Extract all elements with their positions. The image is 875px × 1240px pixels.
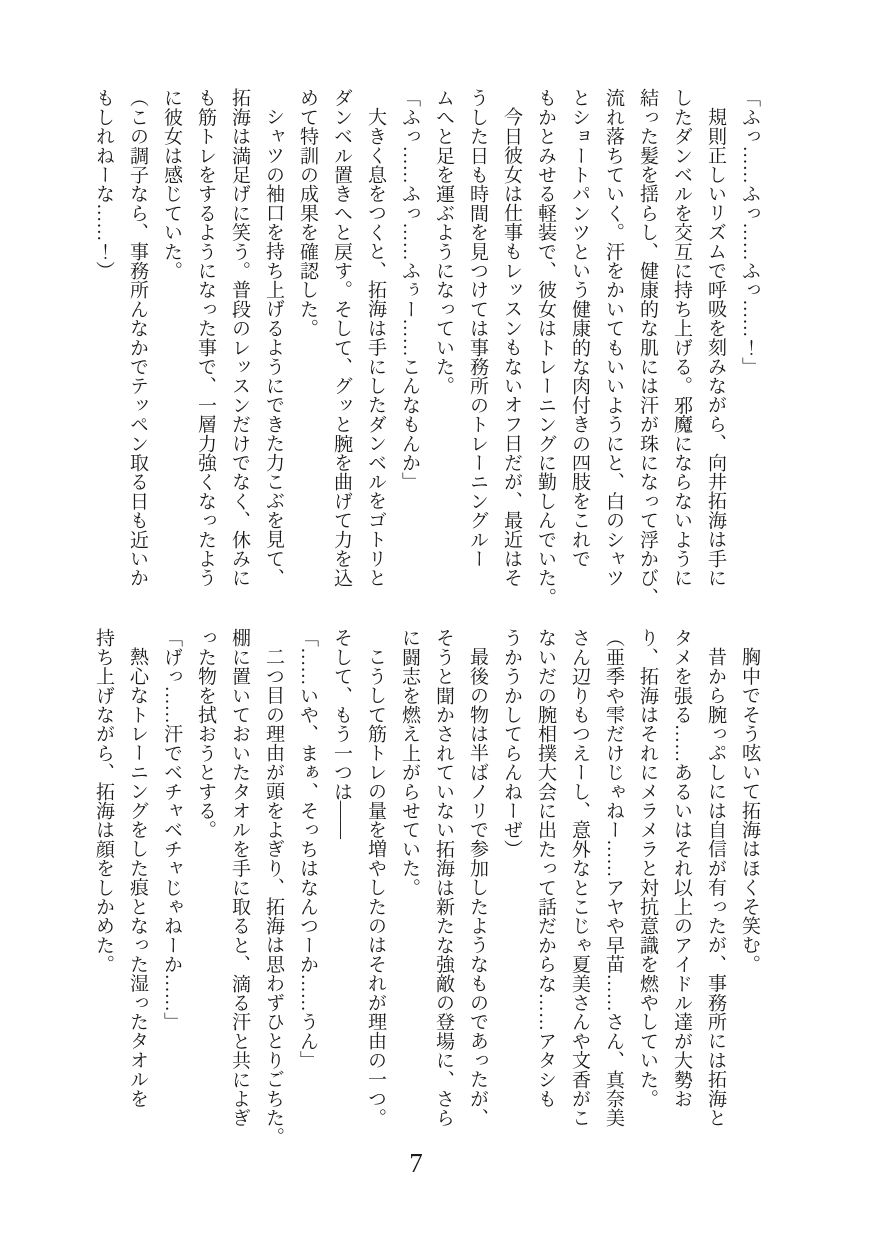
text-line: さん辺りもつえーし、意外なとこじゃ夏美さんや文香がこ [569, 628, 590, 1128]
text-line: ダンベル置きへと戻す。そして、グッと腕を曲げて力を込 [331, 88, 352, 588]
text-line: 胸中でそう呟いて拓海はほくそ笑む。 [739, 647, 760, 974]
text-line: 昔から腕っぷしには自信が有ったが、事務所には拓海と [705, 647, 726, 1127]
text-line: もかとみせる軽装で、彼女はトレーニングに勤しんでいた。 [535, 88, 556, 607]
text-line: したダンベルを交互に持ち上げる。邪魔にならないように [671, 88, 692, 588]
text-line: 熱心なトレーニングをした痕となった湿ったタオルを [127, 647, 148, 1108]
text-line: 拓海は満足げに笑う。普段のレッスンだけでなく、休みに [229, 88, 250, 588]
text-line: （この調子なら、事務所んなかでテッペン取る日も近いか [127, 88, 148, 588]
text-line: に闘志を燃え上がらせていた。 [399, 628, 420, 897]
text-line: も筋トレをするようになった事で、一層力強くなったよう [195, 88, 216, 588]
text-line: タメを張る……あるいはそれ以上のアイドル達が大勢お [671, 628, 692, 1108]
text-line: 結った髪を揺らし、健康的な肌には汗が珠になって浮かび、 [637, 88, 658, 607]
text-line: 「……いや、まぁ、そっちはなんつーか……うん」 [297, 628, 318, 1070]
text-line: もしれねーな……！） [93, 88, 114, 280]
text-line: シャツの袖口を持ち上げるようにできた力こぶを見て、 [263, 107, 284, 587]
text-line: こうして筋トレの量を増やしたのはそれが理由の一つ。 [365, 647, 386, 1127]
text-line: 「ふっ……ふっ……ふぅー……こんなもんか」 [399, 88, 420, 492]
text-line: 大きく息をつくと、拓海は手にしたダンベルをゴトリと [365, 107, 386, 587]
upper-text-block [86, 88, 766, 607]
text-line: 今日彼女は仕事もレッスンもないオフ日だが、最近はそ [501, 107, 522, 587]
text-line: 棚に置いておいたタオルを手に取ると、滴る汗と共によぎ [229, 628, 250, 1128]
text-line: 「ふっ……ふっ……ふっ……！」 [739, 88, 760, 376]
text-line: うした日も時間を見つけては事務所のトレーニングルー [467, 88, 488, 568]
lower-text-block [86, 628, 766, 1147]
text-line: に彼女は感じていた。 [161, 88, 182, 280]
text-line: めて特訓の成果を確認した。 [297, 88, 318, 338]
text-line: 最後の物は半ばノリで参加したようなものであったが、 [467, 647, 488, 1127]
text-line: ないだの腕相撲大会に出たって話だからな……アタシも [535, 628, 556, 1108]
text-line: 規則正しいリズムで呼吸を刻みながら、向井拓海は手に [705, 107, 726, 587]
page-number: 7 [409, 1148, 423, 1178]
text-line: り、拓海はそれにメラメラと対抗意識を燃やしていた。 [637, 628, 658, 1108]
text-line: 流れ落ちていく。汗をかいてもいいようにと、白のシャツ [603, 88, 624, 588]
text-line: 「げっ……汗でベチャベチャじゃねーか……」 [161, 628, 182, 1032]
text-line: とショートパンツという健康的な肉付きの四肢をこれで [569, 88, 590, 568]
text-line: 二つ目の理由が頭をよぎり、拓海は思わずひとりごちた。 [263, 647, 284, 1147]
text-line: （亜季や雫だけじゃねー……アヤや早苗……さん、真奈美 [603, 628, 624, 1128]
text-line: そして、もう一つは―― [331, 628, 352, 840]
text-line: 持ち上げながら、拓海は顔をしかめた。 [93, 628, 114, 974]
text-line: そうと聞かされていない拓海は新たな強敵の登場に、さら [433, 628, 454, 1128]
text-line: ムへと足を運ぶようになっていた。 [433, 88, 454, 396]
text-line: うかうかしてらんねーぜ） [501, 628, 522, 859]
text-line: った物を拭おうとする。 [195, 628, 216, 840]
